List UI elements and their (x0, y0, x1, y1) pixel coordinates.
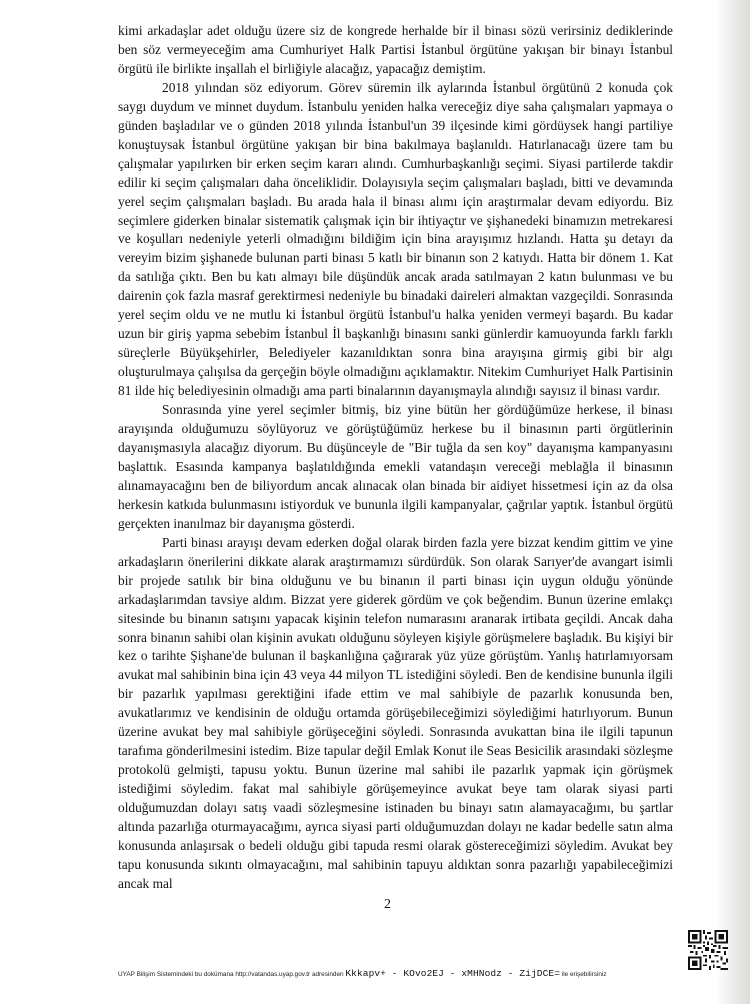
paragraph-1: kimi arkadaşlar adet olduğu üzere siz de kongrede herhalde bir il binası sözü verirsiniz dediklerinde ben söz vermeyeceğim ama Cumhuriyet Halk Partisi İstanbul örgütüne yakışan bir binayı İstanbul örgütü ile birlikte inşallah el birliğiyle alacağız, yapacağız demiştim. (118, 23, 673, 76)
page-number: 2 (384, 897, 391, 912)
document-body (118, 22, 673, 894)
paragraph-3: Sonrasında yine yerel seçimler bitmiş, biz yine bütün her gördüğümüze herkese, il binası arayışında olduğumuzu söylüyoruz ve görüştüğümüz herkese bu il binasının parti örgütlerinin dayanışmasıyla alacağız diyorum. Bu düşünceyle de "Bir tuğla da sen koy" dayanışma kampanyasını başlattık. Esasında kampanya başlatıldığında emekli vatandaşın vereceği meblağla il binasının alınamayacağını ben de biliyordum ancak alınacak olan binada bir aidiyet hissetmesi için az da olsa herkesin katkıda bulunmasını istiyorduk ve bununla ilgili kampanyalar, çağrılar yaptık. İstanbul örgütü gerçekten inanılmaz bir dayanışma gösterdi. (118, 402, 673, 531)
footer-suffix: ile erişebilirsiniz (561, 971, 607, 978)
qr-code-icon (688, 930, 728, 970)
paragraph-2: 2018 yılından söz ediyorum. Görev süremin ilk aylarında İstanbul örgütünü 2 konuda çok saygı duydum ve minnet duydum. İstanbulu yeniden halka vereceğiz diye saha çalışmaları yapmaya o günden başladılar ve o günden 2018 yılında İstanbul'un 39 ilçesinde kimi gördüysek hangi partiliye konuştuysak İstanbul örgütüne yakışan bir bina bakılmaya başlanıldı. Hatırlanacağı üzere tam bu çalışmalar yapılırken bir erken seçim kararı alındı. Cumhurbaşkanlığı seçimi. Siyasi partilerde takdir edilir ki seçim çalışmaları daha önceliklidir. Dolayısıyla seçim çalışmaları başladı, bitti ve devamında yerel seçim çalışmaları başladı. Bu arada hala il binası alımı için araştırmalar devam ediyordu. Biz seçimlere giderken binalar sistematik çalışmak için bir ihtiyaçtır ve şişhanedeki binamızın metrekaresi ve koşulları nedeniyle yeterli olmadığını bildiğim için bina arayışımız hızlandı. Hatta şu detayı da vereyim bizim şişhanede bulunan parti binası 5 katlı bir binanın son 2 katıydı. Hatta bir dönem 1. Kat da satılığa çıktı. Ben bu katı almayı bile düşündük ancak arada satılmayan 2 katın bulunması ve bu dairenin çok fazla masraf gerektirmesi nedeniyle bu binadaki daireleri almaktan vazgeçildi. Sonrasında yerel seçim oldu ve ne mutlu ki İstanbul örgütü İstanbul'u halka yeniden vermeyi başardı. Bu kadar uzun bir giriş yapma sebebim İstanbul İl başkanlığı binasını sanki günlerdir kamuoyunda farklı farklı süreçlerle Büyükşehirler, Belediyeler kazanıldıktan sonra bina arayışına girmiş gibi bir algı oluşturulmaya çalışılsa da gerçeğin böyle olmadığını açıklamaktır. Nitekim Cumhuriyet Halk Partisinin 81 ilde hiç belediyesinin olmadığı ama parti binalarının dayanışmayla alındığı sayısız il binası vardır. (118, 79, 673, 399)
paragraph-4: Parti binası arayışı devam ederken doğal olarak birden fazla yere bizzat kendim gittim ve yine arkadaşların önerilerini dikkate alarak araştırmamızı sürdürdük. Son olarak Sarıyer'de avangart isimli bir projede satılık bir bina olduğunu ve bu binanın il parti binası için uygun olduğu yönünde arkadaşlarımdan tavsiye aldım. Bizzat yere giderek gördüm ve çok beğendim. Bunun üzerine emlakçı sitesinde bu binanın satışını yapacak kişinin telefon numarasını aranarak irtibata geçildi. Ancak daha sonra binanın sahibi olan kişinin avukatı olduğunu söyleyen kişiyle görüşmelere başladık. Bu kişiyi bir kez o tarihte Şişhane'de bulunan il başkanlığına çağırarak yüz yüze görüştüm. Yanlış hatırlamıyorsam avukat mal sahibinin bina için 43 veya 44 milyon TL istediğini söyledi. Ben de kendisine bununla ilgili bir pazarlık yapılması gerektiğini ifade ettim ve mal sahibiyle de pazarlık konusunda ben, avukatlarımız ve kendisinin de olduğu ortamda görüşebileceğimizi söylediğimi hatırlıyorum. Bunun üzerine avukat bey mal sahibiyle görüşeceğini söyledi. Sonrasında avukattan bina ile ilgili tapunun tarafıma gönderilmesini istedim. Bize tapular değil Emlak Konut ile Seas Besicilik arasındaki sözleşme protokolü gelmişti, tapusu yoktu. Bunun üzerine mal sahibi ile pazarlık yapmak için görüşmek istediğimi söyledim. fakat mal sahibiyle görüşemeyince avukat beye tam olarak siyasi parti olduğumuzdan dolayı satış vaadi sözleşmesine istinaden bu binayı satın alamayacağımı, bu şartlar altında pazarlığa oturmayacağımı, ayrıca siyasi parti olduğumuzdan dolayı ne kadar bedelle satın alma konusunda anlaşırsak o bedeli olduğu gibi tapuda resmi olarak göstereceğimizi söyledim. Avukat bey tapu konusunda sıkıntı olmayacağını, mal sahibinin tapuyu aldıktan sonra pazarlığı yapabileceğimizi ancak mal (118, 534, 673, 891)
page-edge-shadow (716, 0, 750, 1004)
footer-prefix: UYAP Bilişim Sistemindeki bu dokümana http://vatandas.uyap.gov.tr adresinden (118, 971, 344, 978)
footer-verification (118, 968, 718, 979)
verification-code: Kkkapv+ - KOvo2EJ - xMHNodz - ZijDCE= (345, 968, 560, 979)
